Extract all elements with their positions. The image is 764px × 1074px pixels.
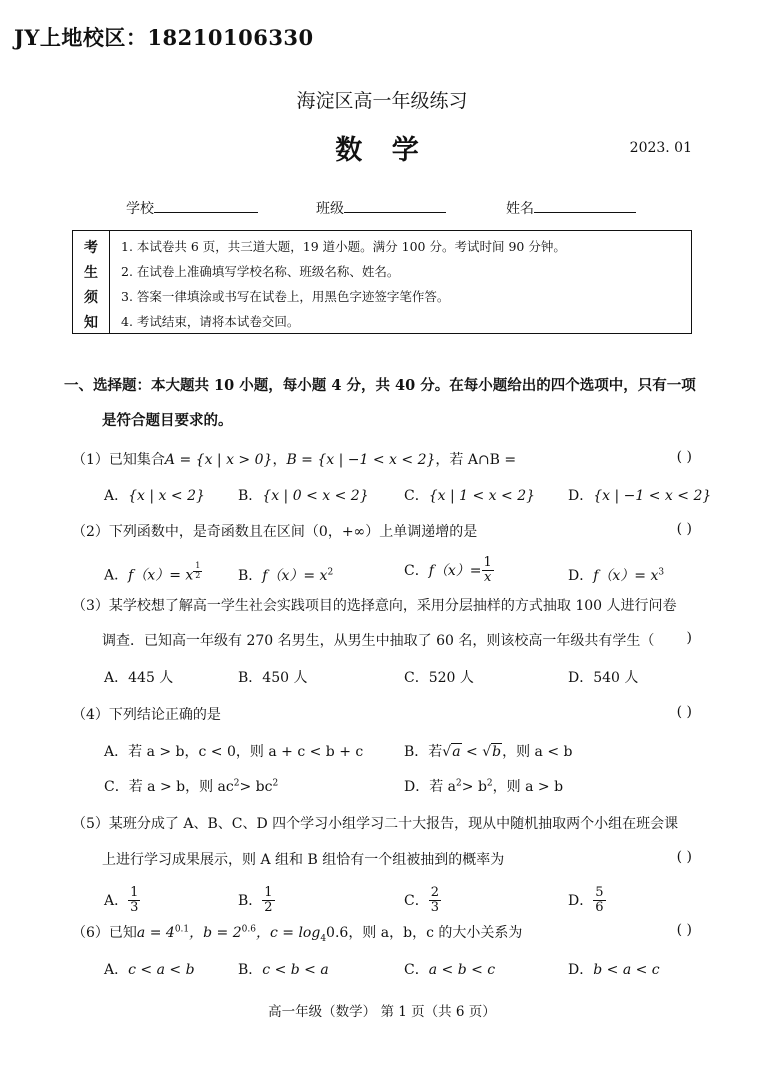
- option-text: {x | 1 < x < 2}: [428, 488, 536, 504]
- option-text: f（x）=: [428, 562, 482, 579]
- fraction-denominator: 3: [430, 900, 439, 916]
- question-5-cont: 上进行学习成果展示，则 A 组和 B 组恰有一个组被抽到的概率为: [102, 852, 505, 868]
- q4-option-b[interactable]: [404, 741, 573, 761]
- section-heading-cont: 是符合题目要求的。: [102, 412, 233, 429]
- exp-denominator: 2: [195, 570, 201, 580]
- fraction-denominator: 2: [264, 900, 273, 916]
- fraction-numerator: 5: [595, 885, 604, 900]
- q1-tail: ，若 A∩B =: [435, 452, 517, 468]
- option-text: 540 人: [593, 670, 639, 686]
- notice-char: 考: [84, 240, 98, 256]
- sqrt-icon: √: [442, 744, 452, 760]
- sqrt-icon: √: [482, 744, 492, 760]
- fraction-denominator: 3: [130, 900, 139, 916]
- q1-option-a[interactable]: [104, 485, 205, 505]
- q5-option-c[interactable]: [404, 886, 441, 916]
- q3-option-a[interactable]: [104, 667, 173, 687]
- option-label: A．: [104, 567, 129, 584]
- option-label: B．: [238, 488, 263, 504]
- q6-stem: （6）已知: [72, 925, 137, 941]
- fraction-numerator: 1: [483, 555, 492, 570]
- option-text: 445 人: [128, 670, 174, 686]
- option-text: > b: [461, 779, 487, 795]
- q1-option-c[interactable]: [404, 485, 535, 505]
- q4-option-d[interactable]: [404, 776, 563, 796]
- option-label: B．: [238, 568, 263, 584]
- exponent: 2: [327, 567, 334, 578]
- question-1: [72, 449, 516, 469]
- notice-char: 知: [84, 315, 98, 331]
- option-label: A．: [104, 670, 129, 686]
- answer-parentheses[interactable]: ( ): [676, 521, 692, 537]
- q1-option-b[interactable]: [238, 485, 369, 505]
- option-label: A．: [104, 744, 129, 760]
- q5-option-d[interactable]: [568, 886, 606, 916]
- exponent: 3: [658, 567, 665, 578]
- option-text: > bc: [239, 779, 273, 795]
- option-text: 450 人: [262, 670, 308, 686]
- option-label: A．: [104, 488, 129, 504]
- option-label: C．: [404, 562, 429, 579]
- q6-option-b[interactable]: [238, 959, 329, 979]
- option-text: 若 a > b，则 ac: [128, 779, 234, 795]
- q2-option-d[interactable]: [568, 565, 664, 585]
- option-text: a < b < c: [428, 962, 496, 978]
- option-label: D．: [568, 568, 594, 584]
- option-text: 520 人: [428, 670, 474, 686]
- exponent: 0.6: [241, 924, 256, 935]
- option-text: c < a < b: [128, 962, 195, 978]
- option-label: B．: [238, 962, 263, 978]
- school-label: 学校: [126, 201, 154, 217]
- option-text: f（x）= x: [262, 568, 328, 584]
- q1-stem: （1）已知集合: [72, 452, 165, 468]
- radicand: a: [452, 744, 461, 760]
- option-text: ，则 a < b: [502, 744, 573, 760]
- fraction-denominator: x: [484, 570, 492, 586]
- radicand: b: [492, 744, 502, 760]
- section-heading: 一、选择题：本大题共 10 小题，每小题 4 分，共 40 分。在每小题给出的四个选项中，只有一项: [64, 377, 696, 394]
- option-label: C．: [404, 892, 429, 909]
- q6-option-d[interactable]: [568, 959, 660, 979]
- brand-watermark: JY上地校区：18210106330: [14, 25, 314, 50]
- option-label: D．: [568, 892, 594, 909]
- q4-option-c[interactable]: [104, 776, 278, 796]
- option-text: 若 a > b，c < 0，则 a + c < b + c: [128, 744, 364, 760]
- option-text: 若: [428, 744, 443, 760]
- operator: <: [466, 744, 478, 760]
- page-footer: 高一年级（数学） 第 1 页（共 6 页）: [268, 1004, 496, 1020]
- exponent: 2: [456, 778, 462, 789]
- q6-option-c[interactable]: [404, 959, 495, 979]
- notice-rule: 3. 答案一律填涂或书写在试卷上，用黑色字迹签字笔作答。: [121, 289, 450, 304]
- option-label: C．: [104, 779, 129, 795]
- q1-set-a: A = {x | x > 0}: [164, 452, 273, 468]
- option-label: B．: [404, 744, 429, 760]
- option-text: f（x）= x: [593, 568, 659, 584]
- fraction-numerator: 2: [430, 885, 439, 900]
- q2-option-b[interactable]: [238, 565, 333, 585]
- class-field[interactable]: [316, 198, 446, 218]
- log-base: 4: [320, 933, 327, 944]
- exam-date: 2023. 01: [629, 140, 692, 156]
- option-label: A．: [104, 892, 129, 909]
- name-blank[interactable]: [534, 198, 636, 213]
- notice-rule: 1. 本试卷共 6 页，共三道大题，19 道小题。满分 100 分。考试时间 90 分钟。: [121, 239, 566, 254]
- option-label: D．: [404, 779, 430, 795]
- option-label: C．: [404, 962, 429, 978]
- q6-b: ，b = 2: [189, 925, 242, 941]
- q6-tail: ，则 a，b，c 的大小关系为: [348, 925, 523, 941]
- answer-parentheses[interactable]: ( ): [676, 922, 692, 938]
- option-text: c < b < a: [262, 962, 329, 978]
- school-blank[interactable]: [154, 198, 258, 213]
- q2-option-a[interactable]: [104, 562, 202, 584]
- option-label: D．: [568, 488, 594, 504]
- exponent: 2: [272, 778, 279, 789]
- q3-option-c[interactable]: [404, 667, 474, 687]
- class-blank[interactable]: [344, 198, 446, 213]
- question-2: （2）下列函数中，是奇函数且在区间（0，+∞）上单调递增的是: [72, 524, 478, 540]
- name-label: 姓名: [506, 201, 534, 217]
- option-label: B．: [238, 670, 263, 686]
- option-text: f（x）= x: [128, 567, 194, 584]
- answer-parentheses[interactable]: ( ): [676, 449, 692, 465]
- q1-sep: ，: [272, 452, 287, 468]
- option-text: ，则 a > b: [492, 779, 564, 795]
- notice-char: 须: [84, 290, 98, 306]
- notice-rule: 2. 在试卷上准确填写学校名称、班级名称、姓名。: [121, 264, 400, 279]
- q3-option-d[interactable]: [568, 667, 638, 687]
- subject-title: 数 学: [335, 135, 429, 166]
- name-field[interactable]: [506, 198, 636, 218]
- q6-a: a = 4: [136, 925, 175, 941]
- q5-option-a[interactable]: [104, 886, 140, 916]
- exam-title: 海淀区高一年级练习: [296, 90, 468, 112]
- q5-option-b[interactable]: [238, 886, 275, 916]
- option-label: C．: [404, 488, 429, 504]
- exam-notice-box: [72, 230, 692, 334]
- notice-rule: 4. 考试结束，请将本试卷交回。: [121, 314, 300, 329]
- exponent: 0.1: [174, 924, 190, 935]
- fraction-denominator: 6: [595, 900, 604, 916]
- q6-option-a[interactable]: [104, 959, 195, 979]
- notice-side-label: [73, 231, 110, 333]
- question-4: （4）下列结论正确的是: [72, 707, 221, 723]
- option-label: D．: [568, 962, 594, 978]
- answer-parentheses[interactable]: ( ): [676, 704, 692, 720]
- q6-c-arg: 0.6: [326, 925, 349, 941]
- class-label: 班级: [316, 201, 344, 217]
- question-6: [72, 922, 522, 944]
- option-text: {x | 0 < x < 2}: [262, 488, 369, 504]
- q1-set-b: B = {x | −1 < x < 2}: [286, 452, 436, 468]
- question-5: （5）某班分成了 A、B、C、D 四个学习小组学习二十大报告，现从中随机抽取两个小组在班会课: [72, 816, 679, 832]
- school-field[interactable]: [126, 198, 258, 218]
- answer-parentheses[interactable]: ( ): [676, 849, 692, 865]
- q2-option-c[interactable]: [404, 556, 494, 586]
- option-label: D．: [568, 670, 594, 686]
- exp-numerator: 1: [195, 561, 201, 570]
- fraction-numerator: 1: [264, 885, 273, 900]
- option-text: 若 a: [429, 779, 457, 795]
- exponent: 2: [486, 778, 493, 789]
- notice-char: 生: [84, 265, 98, 281]
- option-text: {x | −1 < x < 2}: [593, 488, 712, 504]
- option-label: B．: [238, 892, 263, 909]
- question-3: （3）某学校想了解高一学生社会实践项目的选择意向，采用分层抽样的方式抽取 100 人进行问卷: [72, 598, 677, 614]
- question-3-cont: 调查．已知高一年级有 270 名男生，从男生中抽取了 60 名，则该校高一年级共有学生（: [102, 633, 655, 649]
- option-label: A．: [104, 962, 129, 978]
- option-label: C．: [404, 670, 429, 686]
- q6-c: ，c = log: [255, 925, 321, 941]
- q4-option-a[interactable]: [104, 741, 363, 761]
- option-text: {x | x < 2}: [128, 488, 205, 504]
- answer-parentheses-close[interactable]: ): [686, 630, 692, 646]
- option-text: b < a < c: [593, 962, 660, 978]
- exponent: 2: [233, 778, 240, 789]
- q1-option-d[interactable]: [568, 485, 711, 505]
- q3-option-b[interactable]: [238, 667, 307, 687]
- fraction-numerator: 1: [130, 885, 139, 900]
